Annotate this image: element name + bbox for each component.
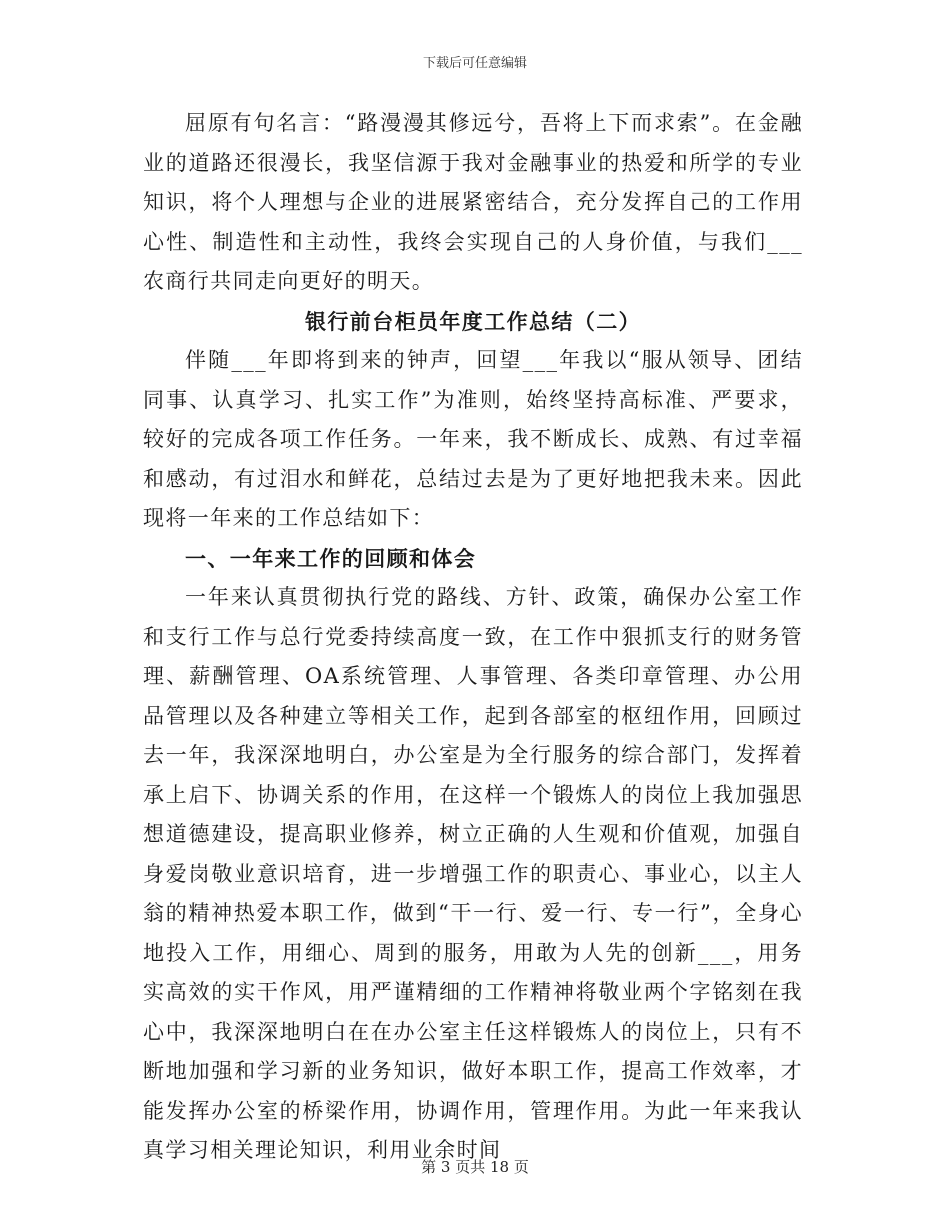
page-header: 下载后可任意编辑	[422, 56, 527, 71]
paragraph-review: 一年来认真贯彻执行党的路线、方针、政策，确保办公室工作和支行工作与总行党委持续高度一致，在工作中狠抓支行的财务管理、薪酬管理、OA系统管理、人事管理、各类印章管理、办公用品管理以及各种建立等相关工作，起到各部室的枢纽作用，回顾过去一年，我深深地明白，办公室是为全行服务的综合部门，发挥着承上启下、协调关系的作用，在这样一个锻炼人的岗位上我加强思想道德建设，提高职业修养，树立正确的人生观和价值观，加强自身爱岗敬业意识培育，进一步增强工作的职责心、事业心，以主人翁的精神热爱本职工作，做到“干一行、爱一行、专一行”，全身心地投入工作，用细心、周到的服务，用敢为人先的创新___，用务实高效的实干作风，用严谨精细的工作精神将敬业两个字铭刻在我心中，我深深地明白在在办公室主任这样锻炼人的岗位上，只有不断地加强和学习新的业务知识，做好本职工作，提高工作效率，才能发挥办公室的桥梁作用，协调作用，管理作用。为此一年来我认真学习相关理论知识，利用业余时间	[143, 585, 803, 1162]
paragraph-intro: 伴随___年即将到来的钟声，回望___年我以“服从领导、团结同事、认真学习、扎实工作”为准则，始终坚持高标准、严要求，较好的完成各项工作任务。一年来，我不断成长、成熟、有过幸福和感动，有过泪水和鲜花，总结过去是为了更好地把我未来。因此现将一年来的工作总结如下：	[143, 348, 803, 530]
paragraph-closing: 屈原有句名言：“路漫漫其修远兮，吾将上下而求索”。在金融业的道路还很漫长，我坚信源于我对金融事业的热爱和所学的专业知识，将个人理想与企业的进展紧密结合，充分发挥自己的工作用心性、制造性和主动性，我终会实现自己的人身价值，与我们___农商行共同走向更好的明天。	[143, 111, 803, 293]
section-heading: 一、一年来工作的回顾和体会	[185, 545, 477, 571]
page-number: 第 3 页共 18 页	[421, 1158, 529, 1176]
document-body	[143, 104, 803, 1171]
document-title: 银行前台柜员年度工作总结（二）	[305, 308, 641, 334]
